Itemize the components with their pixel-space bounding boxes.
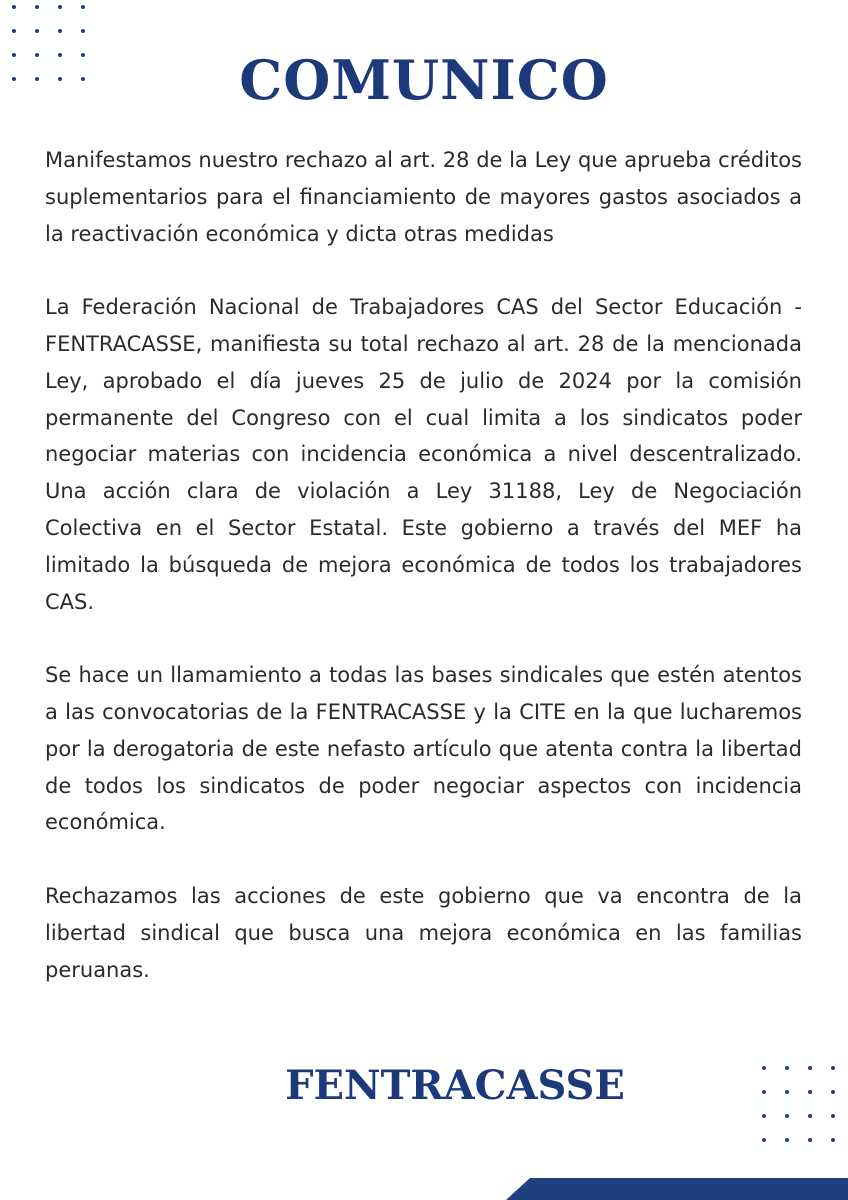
paragraph-llamamiento: Se hace un llamamiento a todas las bases sindicales que estén atentos a las convocatorias de la FENTRACASSE y la CITE en la que lucharemos por la derogatoria de este nefasto artículo que atenta contra la libertad de todos los sindicatos de poder negociar aspectos con incidencia económica. bbox=[45, 663, 802, 835]
paragraph-rechazo: Manifestamos nuestro rechazo al art. 28 de la Ley que aprueba créditos suplementarios para el financiamiento de mayores gastos asociados a la reactivación económica y dicta otras medidas bbox=[45, 148, 802, 246]
decorative-corner-bar bbox=[506, 1178, 848, 1200]
organization-signature: FENTRACASSE bbox=[285, 1062, 625, 1109]
document-body bbox=[45, 142, 802, 1025]
paragraph-rechazamos: Rechazamos las acciones de este gobierno que va encontra de la libertad sindical que busca una mejora económica en las familias peruanas. bbox=[45, 883, 802, 982]
decorative-dot-grid-bottom bbox=[762, 1066, 835, 1142]
paragraph-federacion: La Federación Nacional de Trabajadores CAS del Sector Educación -FENTRACASSE, manifiesta su total rechazo al art. 28 de la mencionada Ley, aprobado el día jueves 25 de julio de 2024 por la comisión permanente del Congreso con el cual limita a los sindicatos poder negociar materias con incidencia económica a nivel descentralizado. Una acción clara de violación a Ley 31188, Ley de Negociación Colectiva en el Sector Estatal. Este gobierno a través del MEF ha limitado la búsqueda de mejora económica de todos los trabajadores CAS. bbox=[45, 295, 802, 614]
document-title: COMUNICO bbox=[239, 48, 609, 112]
